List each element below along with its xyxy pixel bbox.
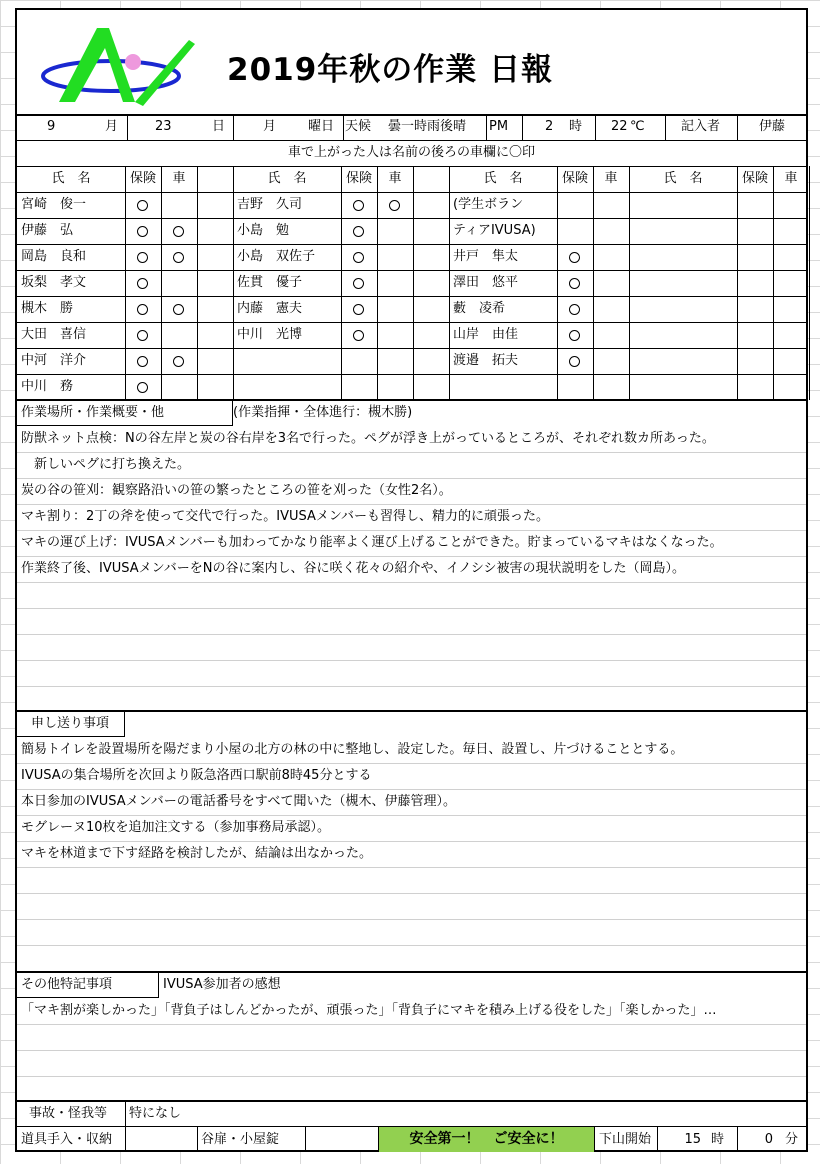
member-roster — [17, 166, 806, 400]
handover-line: モグレーヌ10枚を追加注文する（参加事務局承認）。 — [21, 820, 331, 835]
roster-header-insurance: 保険 — [741, 171, 768, 186]
day-unit: 日 — [212, 119, 226, 134]
tools-label: 道具手入・収納 — [21, 1132, 113, 1147]
temperature-value: 22 — [611, 119, 628, 134]
insurance-mark — [137, 330, 148, 341]
report-title: 2019年秋の作業 日報 — [227, 52, 554, 88]
handover-line: 本日参加のIVUSAメンバーの電話番号をすべて聞いた（槻木、伊藤管理）。 — [21, 794, 456, 809]
roster-header-car: 車 — [784, 171, 798, 186]
day-value: 23 — [155, 119, 172, 134]
roster-member-name: 槻木 勝 — [21, 301, 74, 316]
accident-row — [17, 1102, 806, 1126]
roster-header-insurance: 保険 — [345, 171, 372, 186]
roster-member-name: 坂梨 孝文 — [21, 275, 87, 290]
insurance-mark — [353, 200, 364, 211]
hour-unit: 時 — [569, 119, 583, 134]
insurance-mark — [137, 278, 148, 289]
roster-member-name: 小島 双佐子 — [237, 249, 316, 264]
work-line: マキ割り：2丁の斧を使って交代で行った。IVUSAメンバーも習得し、精力的に頑張った。 — [21, 509, 549, 524]
roster-header-name: 氏 名 — [483, 171, 523, 186]
weather-label: 天候 — [345, 119, 372, 134]
descent-label: 下山開始 — [599, 1132, 652, 1147]
work-section — [17, 400, 806, 710]
insurance-mark — [137, 382, 148, 393]
temperature-unit: ℃ — [630, 119, 645, 134]
car-mark — [173, 226, 184, 237]
roster-member-name: 伊藤 弘 — [21, 223, 74, 238]
daily-report-sheet — [15, 8, 808, 1152]
roster-member-name: 藪 凌希 — [453, 301, 506, 316]
work-line: 防獣ネット点検：Nの谷左岸と炭の谷右岸を3名で行った。ペグが浮き上がっているところが、それぞれ数カ所あった。 — [21, 431, 715, 446]
handover-line: 簡易トイレを設置場所を陽だまり小屋の北方の林の中に整地し、設定した。毎日、設置し、片づけることとする。 — [21, 742, 684, 757]
insurance-mark — [353, 278, 364, 289]
insurance-mark — [569, 304, 580, 315]
work-line: 作業終了後、IVUSAメンバーをNの谷に案内し、谷に咲く花々の紹介や、イノシシ被害の現状説明をした（岡島）。 — [21, 561, 686, 576]
car-mark — [389, 200, 400, 211]
accident-value: 特になし — [129, 1106, 182, 1121]
roster-member-name: 山岸 由佳 — [453, 327, 519, 342]
roster-member-name: 中川 光博 — [237, 327, 303, 342]
insurance-mark — [569, 252, 580, 263]
descent-hour: 15 — [684, 1132, 701, 1147]
closing-row — [17, 1127, 806, 1152]
accident-label: 事故・怪我等 — [29, 1106, 108, 1121]
insurance-mark — [353, 252, 364, 263]
roster-member-name: 宮崎 俊一 — [21, 197, 87, 212]
month-value: 9 — [47, 119, 56, 134]
roster-header-car: 車 — [604, 171, 618, 186]
door-lock-label: 谷扉・小屋錠 — [201, 1132, 280, 1147]
month-unit: 月 — [105, 119, 119, 134]
ampm-value: PM — [489, 119, 509, 134]
insurance-mark — [137, 226, 148, 237]
insurance-mark — [137, 356, 148, 367]
work-lead: (作業指揮・全体進行：槻木勝) — [233, 405, 413, 420]
roster-header-car: 車 — [172, 171, 186, 186]
logo-swoosh — [135, 40, 195, 106]
roster-member-name: 澤田 悠平 — [453, 275, 519, 290]
roster-header-insurance: 保険 — [561, 171, 588, 186]
descent-minute: 0 — [764, 1132, 773, 1147]
roster-member-name: 大田 喜信 — [21, 327, 87, 342]
insurance-mark — [569, 278, 580, 289]
insurance-mark — [569, 356, 580, 367]
roster-member-name: (学生ボラン — [453, 197, 524, 212]
organization-logo — [39, 18, 199, 110]
work-label: 作業場所・作業概要・他 — [21, 405, 165, 420]
roster-member-name: 佐貫 優子 — [237, 275, 303, 290]
roster-member-name: 小島 勉 — [237, 223, 290, 238]
roster-header-name: 氏 名 — [51, 171, 91, 186]
roster-member-name: 中川 務 — [21, 379, 74, 394]
car-mark — [173, 252, 184, 263]
safety-slogan: 安全第一！ ご安全に！ — [409, 1131, 564, 1147]
car-mark — [173, 304, 184, 315]
roster-member-name: 吉野 久司 — [237, 197, 303, 212]
descent-minute-unit: 分 — [785, 1132, 799, 1147]
roster-header-car: 車 — [388, 171, 402, 186]
handover-line: マキを林道まで下す経路を検討したが、結論は出なかった。 — [21, 846, 373, 861]
insurance-mark — [353, 304, 364, 315]
roster-member-name: 井戸 隼太 — [453, 249, 519, 264]
car-mark — [173, 356, 184, 367]
insurance-mark — [353, 226, 364, 237]
roster-header-name: 氏 名 — [663, 171, 703, 186]
weather-value: 曇一時雨後晴 — [388, 119, 467, 134]
recorder-value: 伊藤 — [759, 119, 786, 134]
roster-member-name: 渡邉 拓夫 — [453, 353, 519, 368]
handover-label: 申し送り事項 — [31, 716, 110, 731]
insurance-mark — [137, 252, 148, 263]
weekday-value: 月 — [263, 119, 277, 134]
roster-member-name: 中河 洋介 — [21, 353, 87, 368]
work-line: 炭の谷の笹刈：観察路沿いの笹の繁ったところの笹を刈った（女性2名）。 — [21, 483, 452, 498]
insurance-mark — [353, 330, 364, 341]
recorder-label: 記入者 — [681, 119, 721, 134]
roster-member-name: 内藤 憲夫 — [237, 301, 303, 316]
logo-dot — [125, 54, 141, 70]
info-row — [17, 114, 806, 140]
other-label: その他特記事項 — [21, 977, 113, 992]
car-note: 車で上がった人は名前の後ろの車欄に〇印 — [287, 145, 535, 160]
other-line: 「マキ割が楽しかった」「背負子はしんどかったが、頑張った」「背負子にマキを積み上げる役をした」「楽しかった」… — [21, 1003, 717, 1018]
roster-member-name: ティアIVUSA) — [453, 223, 536, 238]
other-section — [17, 972, 806, 1102]
safety-slogan-cell — [378, 1127, 595, 1152]
insurance-mark — [137, 304, 148, 315]
handover-line: IVUSAの集合場所を次回より阪急洛西口駅前8時45分とする — [21, 768, 372, 783]
insurance-mark — [569, 330, 580, 341]
roster-header-insurance: 保険 — [129, 171, 156, 186]
roster-member-name: 岡島 良和 — [21, 249, 87, 264]
work-line: マキの運び上げ：IVUSAメンバーも加わってかなり能率よく運び上げることができた。貯まっているマキはなくなった。 — [21, 535, 723, 550]
work-line: 新しいペグに打ち換えた。 — [21, 457, 191, 472]
hour-value: 2 — [545, 119, 554, 134]
other-lead: IVUSA参加者の感想 — [163, 977, 281, 992]
weekday-label: 曜日 — [308, 119, 335, 134]
descent-hour-unit: 時 — [711, 1132, 725, 1147]
roster-header-name: 氏 名 — [267, 171, 307, 186]
handover-section — [17, 711, 806, 971]
insurance-mark — [137, 200, 148, 211]
